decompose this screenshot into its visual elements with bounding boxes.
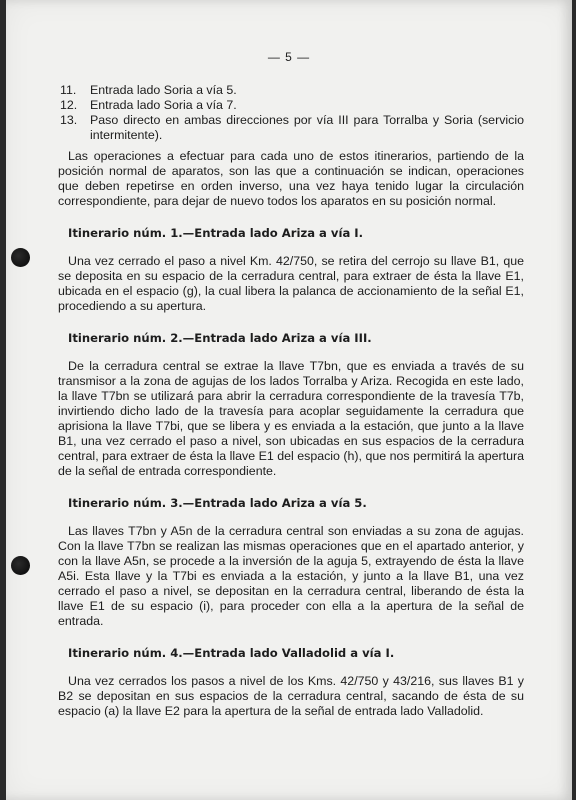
list-item-text: Entrada lado Soria a vía 7. xyxy=(90,98,237,112)
document-body xyxy=(58,83,524,736)
list-item-number: 13. xyxy=(60,113,78,127)
section-body-1: Una vez cerrado el paso a nivel Km. 42/750, se retira del cerrojo su llave B1, que se deposita en su espacio de la cerradura central, para extraer de ésta la llave E1, ubicada en el espacio (g), la cual libera la palanca de accionamiento de la señal E1, procediendo a su apertura. xyxy=(58,254,524,313)
document-page xyxy=(6,0,572,800)
list-item-text: Paso directo en ambas direcciones por vía III para Torralba y Soria (servicio intermitente). xyxy=(90,113,524,142)
section-body-2: De la cerradura central se extrae la llave T7bn, que es enviada a través de su transmisor a la zona de agujas de los lados Torralba y Ariza. Recogida en este lado, la llave T7bn se utilizará para abrir la cerradura correspondiente de la travesía T7b, invirtiendo dicho lado de la travesía para acoplar seguidamente la cerradura que aprisiona la llave T7bi, que se libera y es enviada a la estación, que junto a la llave B1, una vez cerrado el paso a nivel, son ubicadas en sus espacios de la cerradura central, para extraer de ésta la llave E1 del espacio (h), que nos permitirá la apertura de la señal de entrada correspondiente. xyxy=(58,359,524,478)
section-heading-2: Itinerario núm. 2.—Entrada lado Ariza a vía III. xyxy=(68,331,372,345)
section-heading-3: Itinerario núm. 3.—Entrada lado Ariza a vía 5. xyxy=(68,496,367,510)
punch-hole-top xyxy=(11,248,30,267)
punch-hole-bottom xyxy=(11,556,30,575)
itinerary-list xyxy=(58,83,524,143)
list-item-number: 12. xyxy=(60,98,78,112)
list-item-number: 11. xyxy=(60,83,77,97)
list-item-text: Entrada lado Soria a vía 5. xyxy=(90,83,237,97)
section-body-3: Las llaves T7bn y A5n de la cerradura central son enviadas a su zona de agujas. Con la llave T7bn se realizan las mismas operaciones que en el apartado anterior, y con la llave A5n, se procede a la inversión de la aguja 5, extrayendo de ésta la llave A5i. Esta llave y la T7bi es enviada a la estación, y junto a la llave B1, una vez cerrado el paso a nivel, se depositan en la cerradura central, liberando de ésta la llave E1 de su espacio (i), para proceder con ella a la apertura de la señal de entrada. xyxy=(58,524,524,628)
section-heading-4: Itinerario núm. 4.—Entrada lado Valladolid a vía I. xyxy=(68,646,395,660)
list-item xyxy=(58,98,524,113)
list-item xyxy=(58,113,524,143)
section-heading-1: Itinerario núm. 1.—Entrada lado Ariza a vía I. xyxy=(68,226,364,240)
page-number: — 5 — xyxy=(267,50,311,64)
section-body-4: Una vez cerrados los pasos a nivel de los Kms. 42/750 y 43/216, sus llaves B1 y B2 se depositan en sus espacios de la cerradura central, sacando de ésta de su espacio (a) la llave E2 para la apertura de la señal de entrada lado Valladolid. xyxy=(58,674,524,718)
list-item xyxy=(58,83,524,98)
intro-paragraph: Las operaciones a efectuar para cada uno de estos itinerarios, partiendo de la posición normal de aparatos, son las que a continuación se indican, operaciones que deben repetirse en orden inverso, una vez haya tenido lugar la circulación correspondiente, para dejar de nuevo todos los aparatos en su posición normal. xyxy=(58,149,524,208)
